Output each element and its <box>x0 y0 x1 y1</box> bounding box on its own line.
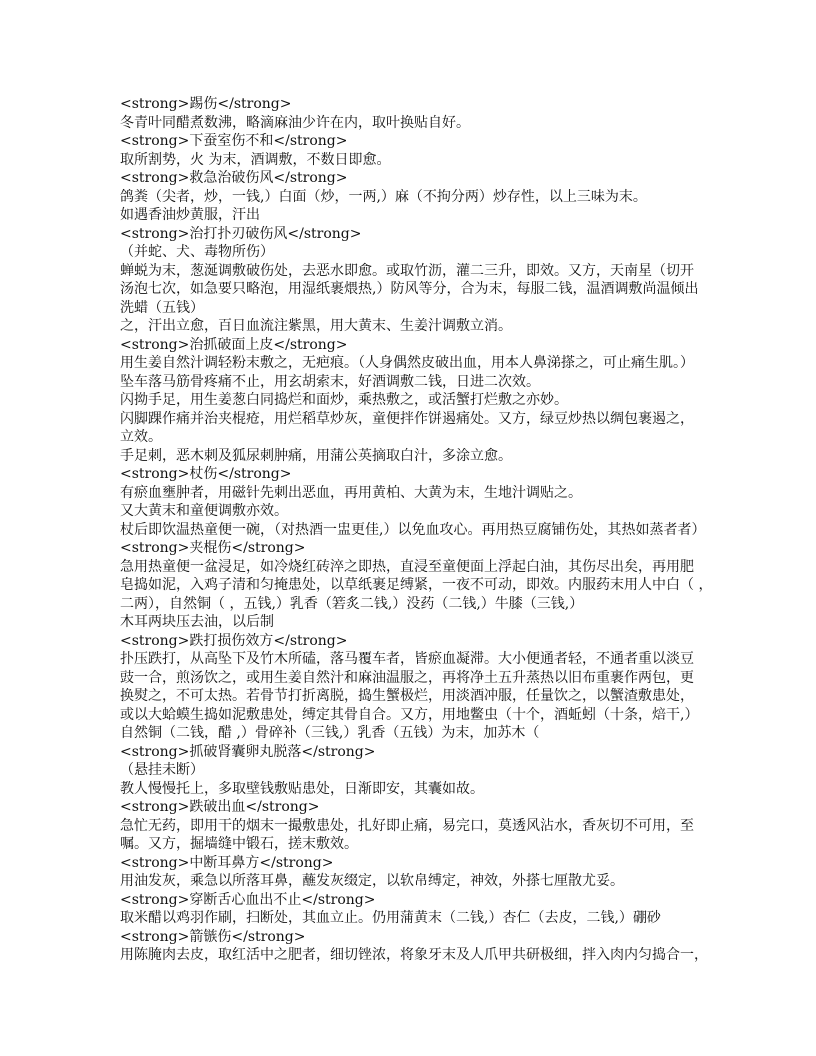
text-line: 杖后即饮温热童便一碗，（对热酒一盅更佳,）以免血攻心。再用热豆腐铺伤处，其热如蒸者者） <box>120 521 706 538</box>
text-line: 有瘀血壅肿者，用磁针先刺出恶血，再用黄柏、大黄为末，生地汁调贴之。 <box>120 484 582 501</box>
section-heading: <strong>箭镞伤</strong> <box>120 928 306 945</box>
section-heading: <strong>治抓破面上皮</strong> <box>120 336 348 353</box>
section-heading: <strong>杖伤</strong> <box>120 466 292 482</box>
section-heading: <strong>踢伤</strong> <box>120 96 292 112</box>
text-line: 冬青叶同醋煮数沸，略滴麻油少许在内，取叶换贴自好。 <box>120 114 470 131</box>
text-line: 用油发灰，乘急以所落耳鼻，蘸发灰缀定，以软帛缚定，神效，外搽七厘散尤妥。 <box>120 873 624 889</box>
text-line: 之，汗出立愈，百日血流注紫黑，用大黄末、生姜汁调敷立消。 <box>120 318 512 334</box>
text-line: 急忙无药，即用干的烟末一撮敷患处，扎好即止痛，易完口，莫透风沾水，香灰切不可用，至 <box>120 817 694 834</box>
text-line: 扑压跌打，从高坠下及竹木所磕，落马覆车者，皆瘀血凝滞。大小便通者轻，不通者重以淡豆 <box>120 651 694 667</box>
text-line: 木耳两块压去油，以后制 <box>120 614 274 630</box>
text-line: 教人慢慢托上，多取壁钱敷贴患处，日渐即安，其囊如故。 <box>120 780 484 797</box>
text-line: 洗蜡（五钱） <box>120 299 204 316</box>
text-line: 汤泡七次，如急要只略泡，用湿纸裹煨热,）防风等分，合为末，每服二钱，温酒调敷尚温倾出 <box>120 281 699 297</box>
text-line: 闪脚踝作痛并治夹棍疮，用烂稻草炒灰，童便拌作饼遏痛处。又方，绿豆炒热以绸包裹遏之， <box>120 410 694 427</box>
section-heading: <strong>抓破肾囊卵丸脱落</strong> <box>120 743 376 760</box>
section-heading: <strong>跌打损伤效方</strong> <box>120 632 348 649</box>
text-line: 又大黄末和童便调敷亦效。 <box>120 503 288 519</box>
text-line: 闪拗手足，用生姜葱白同捣烂和面炒，乘热敷之，或活蟹打烂敷之亦妙。 <box>120 392 568 408</box>
text-line: 如遇香油炒黄服，汗出 <box>120 207 260 223</box>
section-heading: <strong>夹棍伤</strong> <box>120 540 306 556</box>
text-line: 取米醋以鸡羽作刷，扫断处，其血立止。仍用蒲黄末（二钱,）杏仁（去皮，二钱,）硼砂 <box>120 910 661 926</box>
text-line: 用陈腌肉去皮，取红活中之肥者，细切锉浓，将象牙末及人爪甲共研极细，拌入肉内匀捣合一， <box>120 947 708 963</box>
text-line: 立效。 <box>120 429 162 445</box>
text-line: 蝉蜕为末，葱涎调敷破伤处，去恶水即愈。或取竹沥，灌二三升，即效。又方，天南星（切开 <box>120 262 694 279</box>
text-line: 急用热童便一盆浸足，如冷烧红砖淬之即热，直浸至童便面上浮起白油，其伤尽出矣，再用肥 <box>120 558 694 575</box>
text-line: （悬挂未断） <box>120 762 204 778</box>
text-line: 用生姜自然汁调轻粉末敷之，无疤痕。（人身偶然皮破出血，用本人鼻涕搽之，可止痛生肌。） <box>120 355 694 371</box>
document-body <box>120 95 713 965</box>
section-heading: <strong>穿断舌心血出不止</strong> <box>120 891 376 908</box>
section-heading: <strong>救急治破伤风</strong> <box>120 170 348 186</box>
section-heading: <strong>跌破出血</strong> <box>120 799 320 815</box>
text-line: 或以大蛤蟆生捣如泥敷患处，缚定其骨自合。又方，用地鳖虫（十个，酒蚯蚓（十条，焙干,） <box>120 706 699 723</box>
section-heading: <strong>下蚕室伤不和</strong> <box>120 133 348 149</box>
text-line: 嘱。又方，掘墙缝中锻石，搓末敷效。 <box>120 836 358 852</box>
section-heading: <strong>治打扑刃破伤风</strong> <box>120 225 362 242</box>
text-line: 换熨之，不可太热。若骨节打折离脱，捣生蟹极烂，用淡酒冲服，任量饮之，以蟹渣敷患处， <box>120 688 694 704</box>
text-line: 坠车落马筋骨疼痛不止，用玄胡索末，好酒调敷二钱，日进二次效。 <box>120 373 540 390</box>
text-line: （并蛇、犬、毒物所伤） <box>120 244 274 260</box>
text-line: 自然铜（二钱，醋 ,）骨碎补（三钱,）乳香（五钱）为末，加苏木（ <box>120 725 540 741</box>
text-line: 豉一合，煎汤饮之，或用生姜自然汁和麻油温服之，再将净土五升蒸热以旧布重裹作两包，更 <box>120 669 694 686</box>
text-line: 鸽粪（尖者，炒，一钱,）白面（炒，一两,）麻（不拘分两）炒存性，以上三味为末。 <box>120 188 647 205</box>
text-line: 取所割势，火 为末，酒调敷，不数日即愈。 <box>120 151 391 168</box>
text-line: 二两），自然铜（ ，五钱,）乳香（箬炙二钱,）没药（二钱,）牛膝（三钱,） <box>120 595 584 612</box>
text-line: 手足刺，恶木刺及狐尿刺肿痛，用蒲公英摘取白汁，多涂立愈。 <box>120 447 512 464</box>
text-line: 皂捣如泥，入鸡子清和匀掩患处，以草纸裹足缚紧，一夜不可动，即效。内服药末用人中白（ ， <box>120 577 713 593</box>
section-heading: <strong>中断耳鼻方</strong> <box>120 854 334 871</box>
